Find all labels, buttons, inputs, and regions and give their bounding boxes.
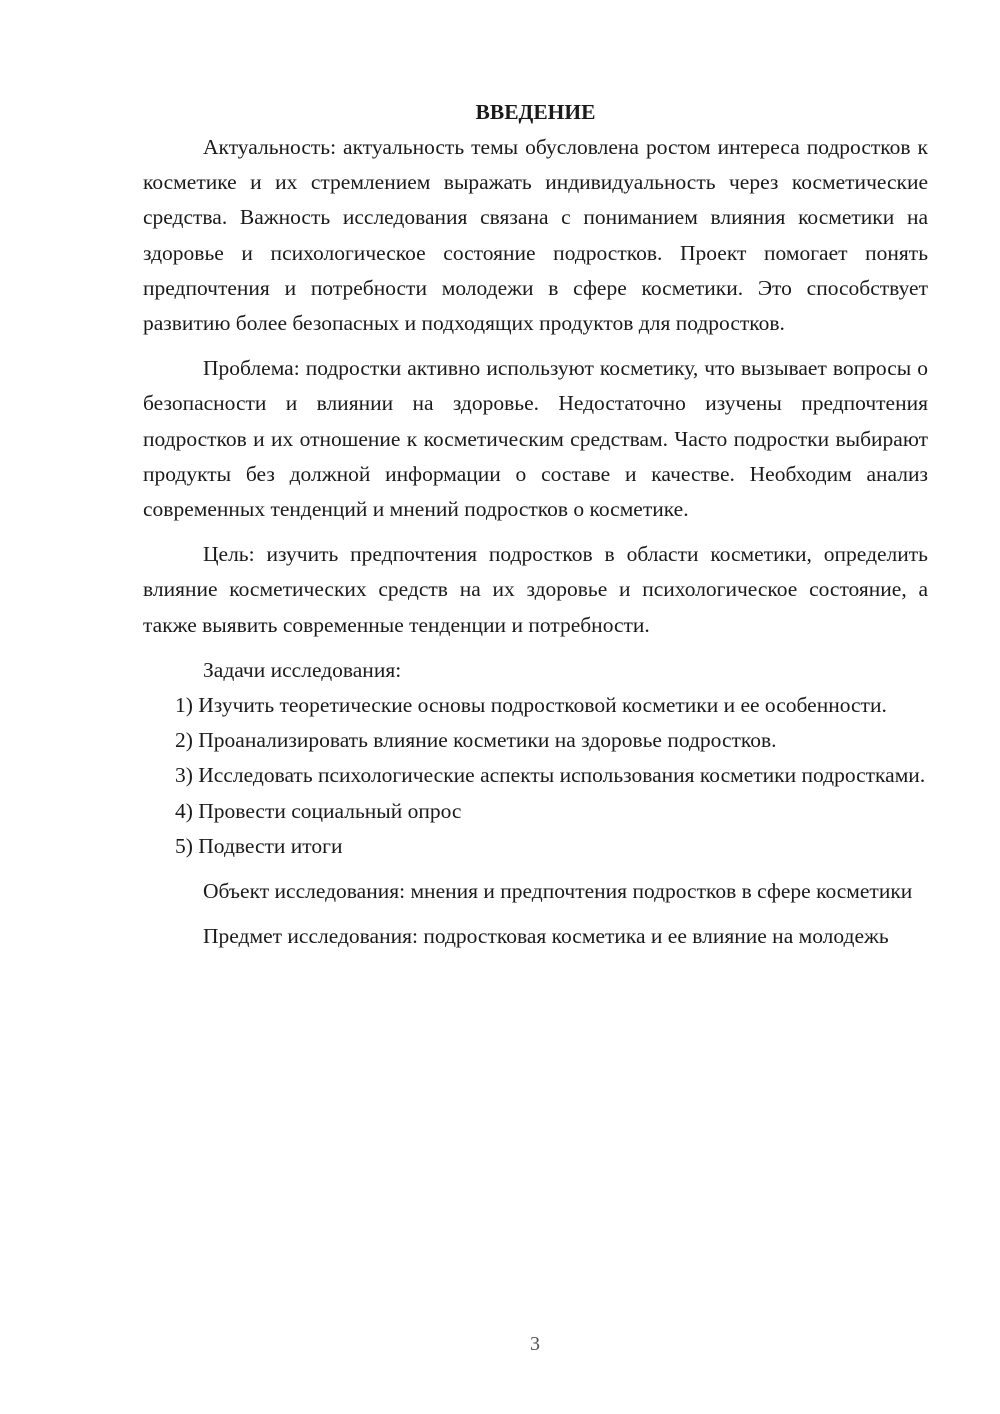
tasks-heading: Задачи исследования: <box>203 657 402 682</box>
task-item-3: 3) Исследовать психологические аспекты использования косметики подростками. <box>175 763 926 788</box>
problem-paragraph: Проблема: подростки активно используют косметику, что вызывает вопросы о безопасности и влиянии на здоровье. Недостаточно изучены предпочтения подростков и их отношение к косметическим средствам. Часто подростки выбирают продукты без должной информации о составе и качестве. Необходим анализ современных тенденций и мнений подростков о косметике. <box>143 356 928 522</box>
page-title: ВВЕДЕНИЕ <box>475 100 596 124</box>
task-item-4: 4) Провести социальный опрос <box>175 798 462 823</box>
relevance-paragraph: Актуальность: актуальность темы обусловлена ростом интереса подростков к косметике и их стремлением выражать индивидуальность через косметические средства. Важность исследования связана с пониманием влияния косметики на здоровье и психологическое состояние подростков. Проект помогает понять предпочтения и потребности молодежи в сфере косметики. Это способствует развитию более безопасных и подходящих продуктов для подростков. <box>143 135 928 336</box>
page-content <box>143 94 928 954</box>
task-item-2: 2) Проанализировать влияние косметики на здоровье подростков. <box>175 728 777 753</box>
task-item-1: 1) Изучить теоретические основы подростковой косметики и ее особенности. <box>175 693 887 718</box>
subject-paragraph: Предмет исследования: подростковая косметика и ее влияние на молодежь <box>203 924 889 949</box>
page-number: 3 <box>530 1333 540 1355</box>
object-paragraph: Объект исследования: мнения и предпочтения подростков в сфере косметики <box>203 879 913 904</box>
task-item-5: 5) Подвести итоги <box>175 833 343 858</box>
goal-paragraph: Цель: изучить предпочтения подростков в области косметики, определить влияние косметических средств на их здоровье и психологическое состояние, а также выявить современные тенденции и потребности. <box>143 542 928 637</box>
